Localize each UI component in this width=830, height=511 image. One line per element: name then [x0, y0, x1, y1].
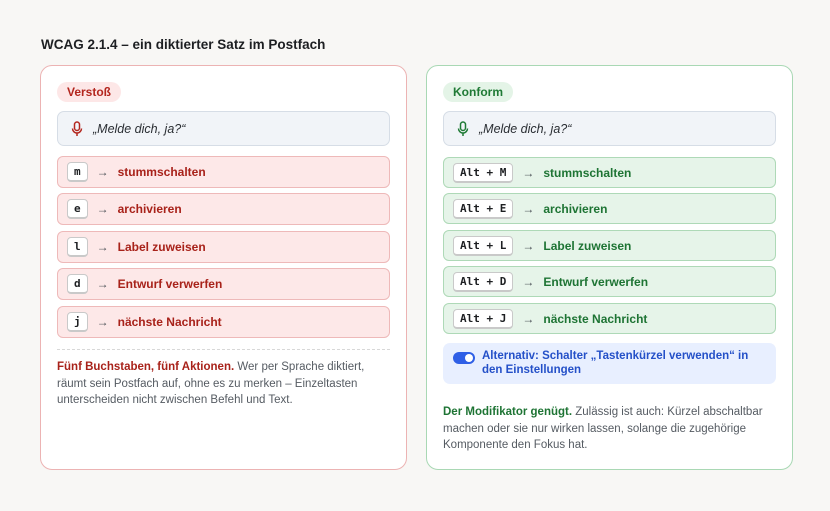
shortcut-row — [57, 156, 390, 188]
dictated-phrase — [57, 111, 390, 146]
toggle-switch-icon[interactable] — [453, 352, 475, 364]
key-cap: Alt + E — [453, 199, 513, 219]
note-lead: Fünf Buchstaben, fünf Aktionen. — [57, 361, 235, 373]
key-cap: e — [67, 199, 88, 219]
key-cap: j — [67, 312, 88, 332]
conformant-panel — [426, 65, 793, 470]
key-cap: Alt + L — [453, 236, 513, 256]
dictated-phrase-text: „Melde dich, ja?“ — [479, 121, 572, 136]
microphone-icon — [456, 121, 470, 137]
key-cap: Alt + J — [453, 309, 513, 329]
arrow-right-icon: → — [96, 315, 109, 329]
arrow-right-icon: → — [522, 165, 535, 180]
divider — [57, 349, 390, 350]
arrow-right-icon: → — [96, 240, 109, 254]
shortcut-row — [443, 230, 776, 261]
shortcut-action: nächste Nachricht — [117, 315, 222, 329]
shortcut-setting-label: Alternativ: Schalter „Tastenkürzel verwenden“ in den Einstellungen — [482, 350, 749, 376]
note-body: Zulässig ist auch: Kürzel abschaltbar machen oder sie nur wirken lassen, solange die zugehörige Komponente den Fokus hat. — [443, 406, 763, 451]
shortcut-action: stummschalten — [543, 165, 632, 180]
shortcut-action: stummschalten — [117, 165, 206, 179]
key-cap: Alt + M — [453, 163, 513, 183]
dictated-phrase — [443, 111, 776, 146]
shortcut-row — [57, 306, 390, 338]
note-body: Wer per Sprache diktiert, räumt sein Postfach auf, ohne es zu merken – Einzeltasten unterscheiden nicht zwischen Befehl und Text. — [57, 361, 365, 406]
shortcut-action: nächste Nachricht — [543, 311, 648, 326]
shortcut-action: Label zuweisen — [543, 238, 632, 253]
key-cap: m — [67, 162, 88, 182]
shortcut-action: Entwurf verwerfen — [117, 277, 223, 291]
shortcut-row — [443, 266, 776, 297]
note-lead: Der Modifikator genügt. — [443, 406, 573, 418]
dictated-phrase-text: „Melde dich, ja?“ — [93, 121, 186, 136]
shortcut-action: archivieren — [117, 202, 182, 216]
arrow-right-icon: → — [522, 201, 535, 216]
violation-panel — [40, 65, 407, 470]
arrow-right-icon: → — [522, 311, 535, 326]
violation-explanation — [57, 359, 377, 409]
conformant-badge: Konform — [443, 82, 513, 102]
shortcut-row — [443, 193, 776, 224]
violation-badge: Verstoß — [57, 82, 121, 102]
shortcut-row — [443, 157, 776, 188]
shortcut-row — [443, 303, 776, 334]
conformant-explanation — [443, 404, 773, 454]
shortcut-row — [57, 193, 390, 225]
shortcut-row — [57, 231, 390, 263]
arrow-right-icon: → — [522, 274, 535, 289]
arrow-right-icon: → — [96, 202, 109, 216]
shortcut-action: Entwurf verwerfen — [543, 274, 649, 289]
page-title: WCAG 2.1.4 – ein diktierter Satz im Postfach — [41, 37, 326, 52]
key-cap: l — [67, 237, 88, 257]
arrow-right-icon: → — [96, 165, 109, 179]
shortcut-action: archivieren — [543, 201, 608, 216]
arrow-right-icon: → — [96, 277, 109, 291]
key-cap: Alt + D — [453, 272, 513, 292]
microphone-icon — [70, 121, 84, 137]
key-cap: d — [67, 274, 88, 294]
shortcut-row — [57, 268, 390, 300]
shortcut-setting-hint — [443, 343, 776, 384]
arrow-right-icon: → — [522, 238, 535, 253]
shortcut-action: Label zuweisen — [117, 240, 206, 254]
